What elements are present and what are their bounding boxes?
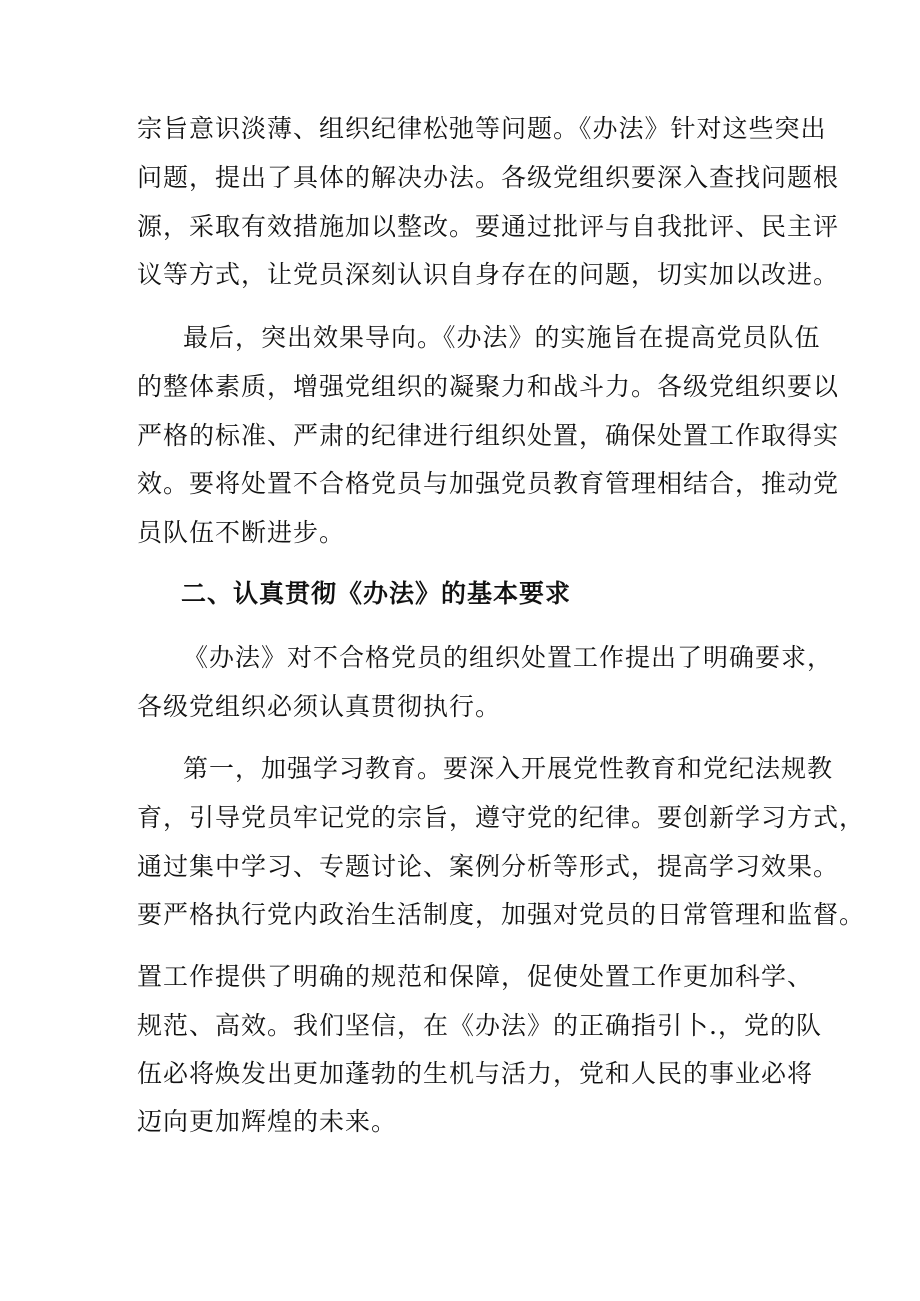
text-line: 问题，提出了具体的解决办法。各级党组织要深入查找问题根 — [137, 163, 840, 192]
text-line: 最后，突出效果导向。《办法》的实施旨在提高党员队伍 — [183, 323, 821, 352]
text-line: 伍必将焕发出更加蓬勃的生机与活力，党和人民的事业必将 — [137, 1059, 814, 1088]
text-line: 第一，加强学习教育。要深入开展党性教育和党纪法规教 — [183, 754, 834, 783]
text-line: 要严格执行党内政治生活制度，加强对党员的日常管理和监督。 — [137, 900, 866, 929]
text-line: 员队伍不断进步。 — [137, 518, 346, 547]
text-line: 各级党组织必须认真贯彻执行。 — [137, 692, 502, 721]
text-line: 置工作提供了明确的规范和保障，促使处置工作更加科学、 — [137, 962, 814, 991]
text-line: 育，引导党员牢记党的宗旨，遵守党的纪律。要创新学习方式， — [137, 803, 866, 832]
text-line: 规范、高效。我们坚信，在《办法》的正确指引卜.，党的队 — [137, 1011, 822, 1040]
text-line: 效。要将处置不合格党员与加强党员教育管理相结合，推动党 — [137, 469, 840, 498]
text-line: 迈向更加辉煌的未来。 — [137, 1107, 398, 1136]
text-line: 议等方式，让党员深刻认识自身存在的问题，切实加以改进。 — [137, 260, 840, 289]
text-line: 严格的标准、严肃的纪律进行组织处置，确保处置工作取得实 — [137, 421, 840, 450]
text-line: 源，采取有效措施加以整改。要通过批评与自我批评、民主评 — [137, 212, 840, 241]
text-line: 的整体素质，增强党组织的凝聚力和战斗力。各级党组织要以 — [137, 372, 840, 401]
text-line: 通过集中学习、专题讨论、案例分析等形式，提高学习效果。 — [137, 852, 840, 881]
text-line: 宗旨意识淡薄、组织纪律松弛等问题。《办法》针对这些突出 — [137, 114, 827, 143]
section-heading: 二、认真贯彻《办法》的基本要求 — [181, 579, 572, 608]
text-line: 《办法》对不合格党员的组织处置工作提出了明确要求， — [183, 643, 834, 672]
